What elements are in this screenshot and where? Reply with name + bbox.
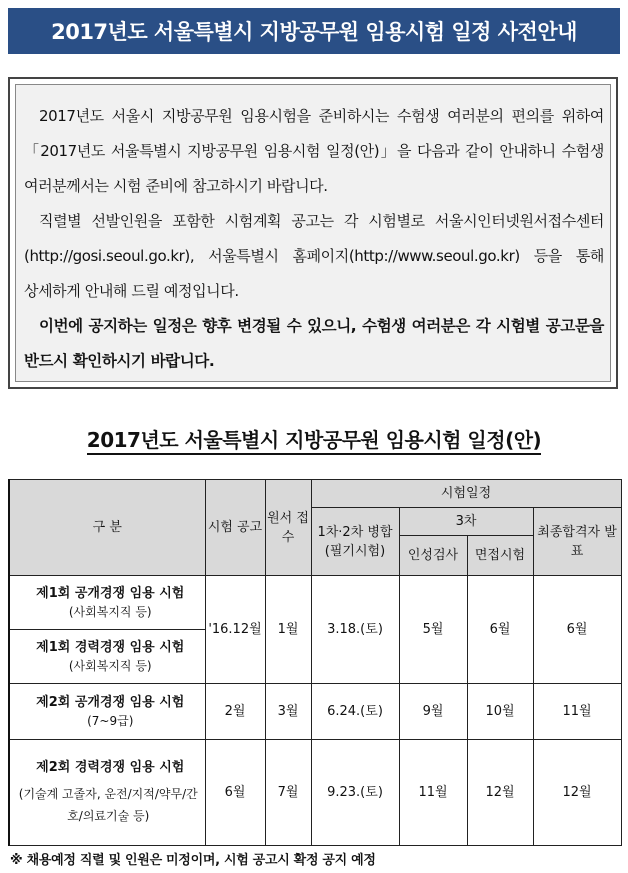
notice-paragraph-1: 2017년도 서울시 지방공무원 임용시험을 준비하시는 수험생 여러분의 편의를 위하여 「2017년도 서울특별시 지방공무원 임용시험 일정(안)」을 다음과 같이 안내하니 수험생 여러분께서는 시험 준비에 참고하시기 바랍니다.: [24, 107, 604, 195]
header-schedule: 시험일정: [311, 480, 621, 508]
notice-paragraph-3: 이번에 공지하는 일정은 향후 변경될 수 있으니, 수험생 여러분은 각 시험별 공고문을 반드시 확인하시기 바랍니다.: [24, 317, 604, 370]
row1-item-1: [9, 576, 205, 630]
row3-item-1-sub: (기술계 고졸자, 운전/지적/약무/간호/의료기술 등): [18, 787, 198, 823]
row1-item-2-sub: (사회복지직 등): [68, 658, 152, 673]
row1-item-2: [9, 630, 205, 684]
table-title-text: 2017년도 서울특별시 지방공무원 임용시험 일정(안): [87, 428, 541, 455]
header-interview: 면접시험: [467, 536, 533, 576]
header-first-second: [311, 508, 399, 576]
header-final: 최종합격자 발표: [533, 508, 621, 576]
row1-announce: '16.12월: [205, 576, 265, 684]
row2-final: 11월: [533, 684, 621, 740]
header-category: 구 분: [9, 480, 205, 576]
row1-final: 6월: [533, 576, 621, 684]
row2-item-1-title: 제2회 공개경쟁 임용 시험: [36, 694, 185, 710]
row2-announce: 2월: [205, 684, 265, 740]
header-personality: 인성검사: [399, 536, 467, 576]
row3-written: 9.23.(토): [311, 740, 399, 846]
row3-item-1: [9, 740, 205, 846]
row3-apply: 7월: [265, 740, 311, 846]
row1-apply: 1월: [265, 576, 311, 684]
row1-interview: 6월: [467, 576, 533, 684]
header-first-second-label: 1차·2차 병합: [317, 524, 393, 540]
row2-personality: 9월: [399, 684, 467, 740]
notice-box: [8, 77, 618, 389]
row3-announce: 6월: [205, 740, 265, 846]
row1-written: 3.18.(토): [311, 576, 399, 684]
row1-item-2-title: 제1회 경력경쟁 임용 시험: [36, 639, 185, 655]
notice-box-inner: [15, 84, 611, 382]
row3-interview: 12월: [467, 740, 533, 846]
header-first-second-sub: (필기시험): [324, 543, 386, 559]
header-apply: 원서 접수: [265, 480, 311, 576]
header-third: 3차: [399, 508, 533, 536]
footnote: ※ 채용예정 직렬 및 인원은 미정이며, 시험 공고시 확정 공지 예정: [10, 853, 376, 868]
table-title: [0, 424, 628, 453]
exam-schedule-table: [8, 479, 622, 846]
row2-written: 6.24.(토): [311, 684, 399, 740]
row3-item-1-title: 제2회 경력경쟁 임용 시험: [36, 760, 185, 775]
row1-item-1-sub: (사회복지직 등): [68, 604, 152, 619]
row3-personality: 11월: [399, 740, 467, 846]
row2-interview: 10월: [467, 684, 533, 740]
notice-paragraph-2: 직렬별 선발인원을 포함한 시험계획 공고는 각 시험별로 서울시인터넷원서접수센터(http://gosi.seoul.go.kr), 서울특별시 홈페이지(http://www.seoul.go.kr) 등을 통해 상세하게 안내해 드릴 예정입니다.: [24, 212, 604, 300]
header-announce: 시험 공고: [205, 480, 265, 576]
row1-personality: 5월: [399, 576, 467, 684]
row2-item-1-sub: (7~9급): [87, 713, 134, 728]
row2-apply: 3월: [265, 684, 311, 740]
row1-item-1-title: 제1회 공개경쟁 임용 시험: [36, 585, 185, 601]
row3-final: 12월: [533, 740, 621, 846]
page-banner-title: 2017년도 서울특별시 지방공무원 임용시험 일정 사전안내: [8, 8, 620, 54]
row2-item-1: [9, 684, 205, 740]
